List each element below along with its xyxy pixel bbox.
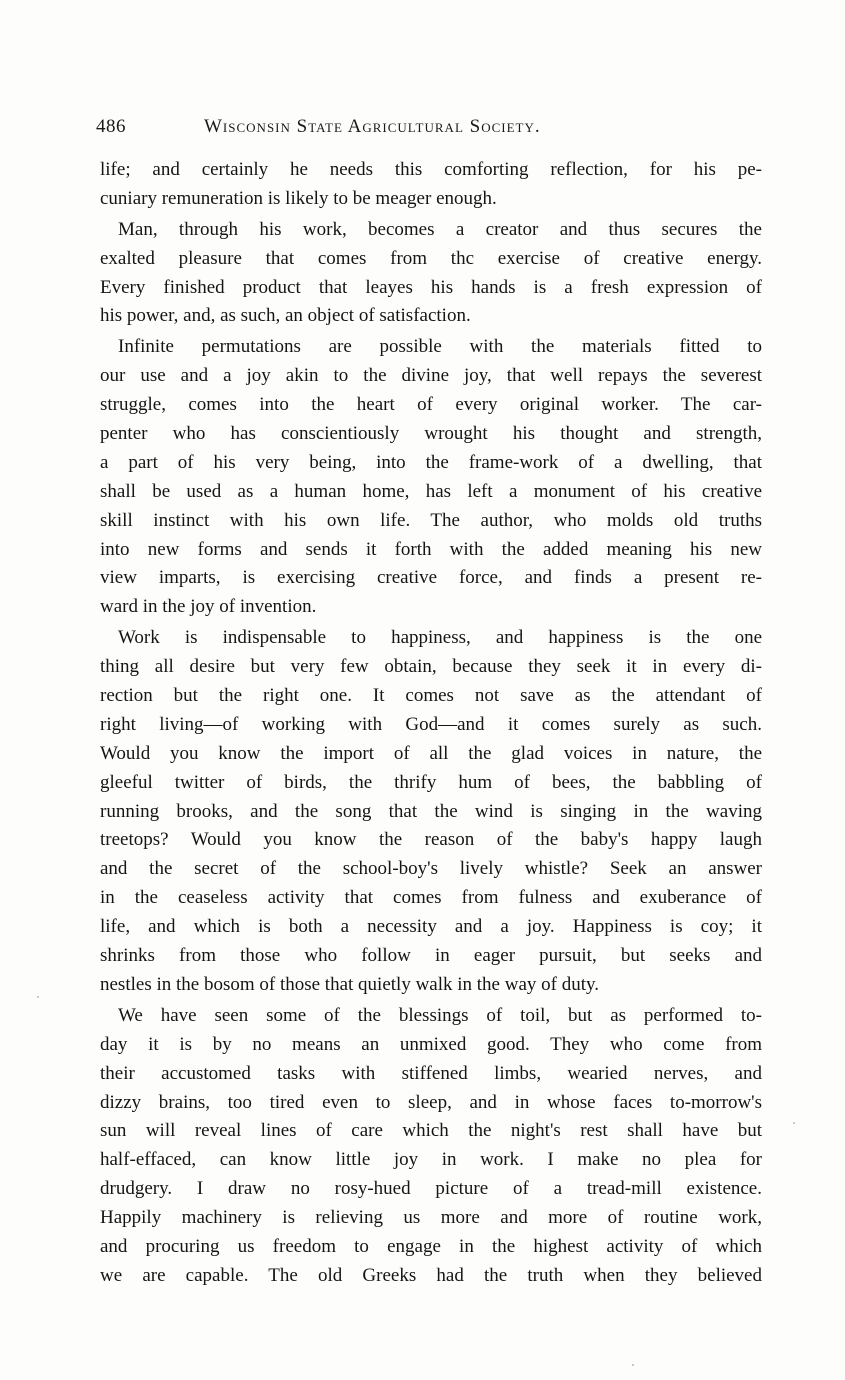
text-line: ward in the joy of invention.: [100, 596, 317, 618]
text-line: drudgery. I draw no rosy-hued picture of a tread-mill existence.: [100, 1178, 762, 1200]
text-line: We have seen some of the blessings of toil, but as performed to-: [118, 1004, 762, 1026]
paragraph: [100, 216, 762, 332]
text-line: we are capable. The old Greeks had the truth when they believed: [100, 1264, 762, 1286]
text-line: Man, through his work, becomes a creator and thus secures the: [118, 218, 762, 240]
text-line: treetops? Would you know the reason of the baby's happy laugh: [100, 829, 762, 851]
page-number: 486: [96, 116, 126, 137]
text-line: cuniary remuneration is likely to be meager enough.: [100, 187, 497, 209]
running-head-title: Wisconsin State Agricultural Society.: [204, 116, 541, 137]
text-line: life; and certainly he needs this comforting reflection, for his pe-: [100, 159, 762, 180]
text-line: Every finished product that leayes his hands is a fresh expression of: [100, 276, 762, 298]
paragraph: [100, 333, 762, 622]
text-line: dizzy brains, too tired even to sleep, and in whose faces to-morrow's: [100, 1091, 762, 1113]
text-line: a part of his very being, into the frame-work of a dwelling, that: [100, 451, 762, 473]
text-line: struggle, comes into the heart of every original worker. The car-: [100, 394, 762, 416]
text-line: and the secret of the school-boy's lively whistle? Seek an answer: [100, 858, 762, 880]
text-line: life, and which is both a necessity and a joy. Happiness is coy; it: [100, 916, 762, 938]
scan-speck: [793, 1122, 795, 1124]
text-line: gleeful twitter of birds, the thrify hum of bees, the babbling of: [100, 771, 762, 793]
text-line: Happily machinery is relieving us more and more of routine work,: [100, 1207, 762, 1229]
paragraph: [100, 1002, 762, 1291]
text-line: Work is indispensable to happiness, and happiness is the one: [118, 627, 762, 649]
text-line: shrinks from those who follow in eager pursuit, but seeks and: [100, 945, 762, 967]
text-line: shall be used as a human home, has left a monument of his creative: [100, 480, 762, 502]
text-line: exalted pleasure that comes from thc exercise of creative energy.: [100, 247, 762, 269]
text-line: thing all desire but very few obtain, because they seek it in every di-: [100, 656, 762, 678]
text-line: Infinite permutations are possible with the materials fitted to: [118, 336, 762, 358]
text-line: sun will reveal lines of care which the night's rest shall have but: [100, 1120, 762, 1142]
paragraph: [100, 624, 762, 1000]
paragraph: [100, 156, 762, 214]
scan-speck: [37, 996, 39, 998]
text-line: rection but the right one. It comes not save as the attendant of: [100, 685, 762, 707]
text-line: in the ceaseless activity that comes from fulness and exuberance of: [100, 887, 762, 909]
text-line: half-effaced, can know little joy in work. I make no plea for: [100, 1149, 762, 1171]
text-line: their accustomed tasks with stiffened limbs, wearied nerves, and: [100, 1062, 762, 1084]
text-line: penter who has conscientiously wrought his thought and strength,: [100, 423, 762, 445]
text-line: view imparts, is exercising creative force, and finds a present re-: [100, 567, 762, 589]
text-line: skill instinct with his own life. The author, who molds old truths: [100, 509, 762, 531]
text-line: our use and a joy akin to the divine joy, that well repays the severest: [100, 365, 762, 387]
text-line: into new forms and sends it forth with the added meaning his new: [100, 538, 762, 560]
running-head: [96, 116, 656, 140]
body-text: [100, 156, 762, 1291]
text-line: Would you know the import of all the glad voices in nature, the: [100, 742, 762, 764]
text-line: and procuring us freedom to engage in the highest activity of which: [100, 1235, 762, 1257]
text-line: nestles in the bosom of those that quietly walk in the way of duty.: [100, 973, 600, 995]
scan-speck: [632, 1364, 634, 1366]
text-line: right living—of working with God—and it comes surely as such.: [100, 713, 762, 735]
text-line: day it is by no means an unmixed good. They who come from: [100, 1033, 762, 1055]
text-line: running brooks, and the song that the wind is singing in the waving: [100, 800, 762, 822]
text-line: his power, and, as such, an object of satisfaction.: [100, 305, 471, 327]
